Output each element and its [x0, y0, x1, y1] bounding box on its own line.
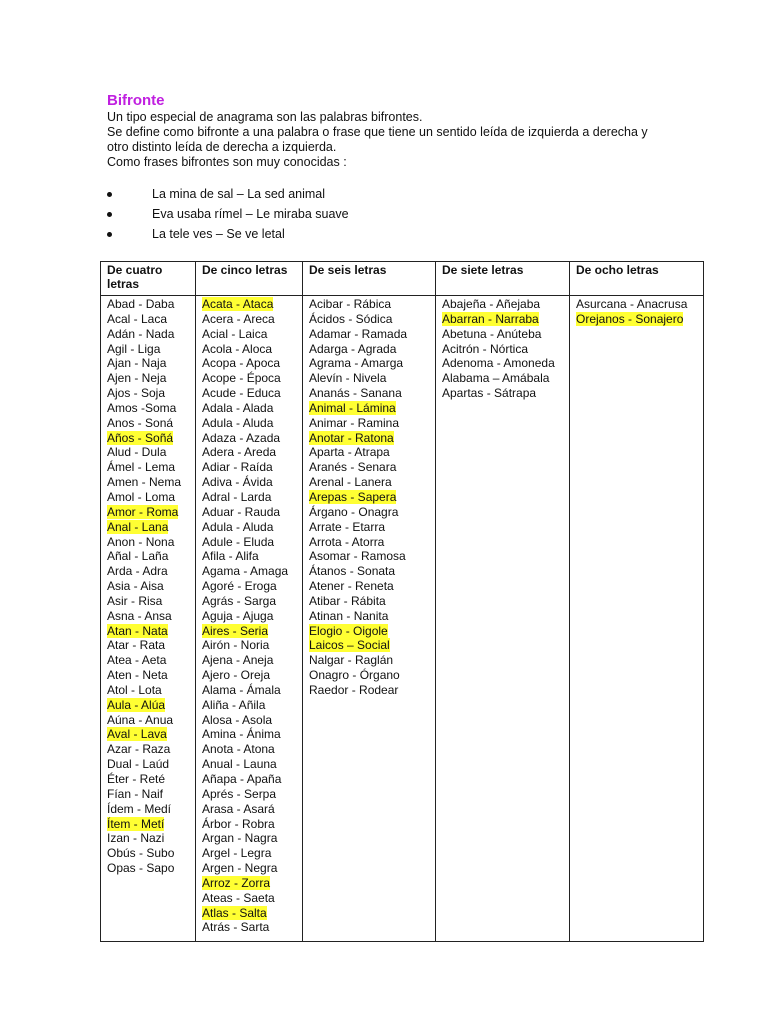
word-pair	[202, 579, 296, 594]
word-pair	[202, 772, 296, 787]
header-cinco-letras: De cinco letras	[196, 262, 303, 296]
word-pair-text: Atinan - Nanita	[309, 608, 389, 623]
word-pair	[107, 356, 189, 371]
word-pair-text: Argen - Negra	[202, 861, 278, 876]
word-pair	[202, 297, 296, 312]
word-pair-text: Asna - Ansa	[107, 608, 172, 623]
word-pair-text: Aúna - Anua	[107, 712, 174, 727]
word-pair	[202, 609, 296, 624]
word-pair	[202, 668, 296, 683]
word-pair	[309, 356, 429, 371]
word-pair	[107, 460, 189, 475]
word-pair	[442, 386, 563, 401]
word-pair	[202, 683, 296, 698]
word-pair-text: Adenoma - Amoneda	[442, 356, 555, 371]
highlighted-word-pair: Anotar - Ratona	[309, 430, 394, 445]
word-pair-text: Amos -Soma	[107, 400, 177, 415]
word-pair-text: Ajan - Naja	[107, 356, 167, 371]
word-pair-text: Alud - Dula	[107, 445, 167, 460]
word-pair-text: Acopa - Apoca	[202, 356, 281, 371]
word-pair	[309, 401, 429, 416]
word-pair-text: Animar - Ramina	[309, 415, 400, 430]
word-pair	[202, 505, 296, 520]
word-pair	[107, 698, 189, 713]
word-pair	[309, 416, 429, 431]
column-cinco-letras	[196, 296, 303, 942]
highlighted-word-pair: Acata - Ataca	[202, 297, 274, 311]
phrase-list	[107, 186, 349, 246]
word-pair	[107, 846, 189, 861]
word-pair	[309, 564, 429, 579]
word-pair-text: Agrama - Amarga	[309, 356, 404, 371]
word-pair-text: Adamar - Ramada	[309, 326, 408, 341]
word-pair	[309, 520, 429, 535]
highlighted-word-pair: Aval - Lava	[107, 727, 167, 742]
word-pair-text: Añal - Laña	[107, 549, 169, 564]
word-pair-text: Arrate - Etarra	[309, 519, 386, 534]
word-pair	[202, 371, 296, 386]
bifronte-table	[100, 261, 704, 942]
word-pair-text: Asia - Aisa	[107, 579, 164, 594]
word-pair-text: Amen - Nema	[107, 475, 182, 490]
word-pair	[107, 505, 189, 520]
word-pair	[107, 371, 189, 386]
bullet-icon	[107, 232, 112, 237]
intro-line: Como frases bifrontes son muy conocidas :	[107, 155, 347, 169]
phrase-text: La mina de sal – La sed animal	[152, 187, 326, 201]
word-pair	[107, 579, 189, 594]
word-pair	[202, 520, 296, 535]
word-pair-text: Asurcana - Anacrusa	[576, 297, 688, 311]
column-siete-letras	[436, 296, 570, 942]
word-pair-text: Arasa - Asará	[202, 801, 275, 816]
word-pair-text: Atar - Rata	[107, 638, 166, 653]
word-pair	[309, 342, 429, 357]
highlighted-word-pair: Animal - Lámina	[309, 400, 396, 415]
word-pair-text: Alevín - Nivela	[309, 371, 387, 386]
word-pair-text: Arrota - Atorra	[309, 534, 385, 549]
word-pair	[202, 906, 296, 921]
word-pair	[107, 727, 189, 742]
highlighted-word-pair: Orejanos - Sonajero	[576, 311, 684, 326]
header-seis-letras: De seis letras	[303, 262, 436, 296]
word-pair	[202, 356, 296, 371]
word-pair-text: Aliña - Añila	[202, 697, 266, 712]
word-pair-text: Argel - Legra	[202, 846, 272, 861]
word-pair	[107, 713, 189, 728]
word-pair	[107, 757, 189, 772]
word-pair	[107, 490, 189, 505]
word-pair-text: Átanos - Sonata	[309, 564, 396, 579]
word-pair	[202, 624, 296, 639]
word-pair	[202, 920, 296, 935]
word-pair-text: Añapa - Apaña	[202, 772, 282, 786]
word-pair	[107, 416, 189, 431]
word-pair	[202, 549, 296, 564]
intro-line: Un tipo especial de anagrama son las palabras bifrontes.	[107, 110, 423, 124]
word-pair	[107, 520, 189, 535]
word-pair-text: Adaza - Azada	[202, 430, 281, 445]
word-pair	[309, 668, 429, 683]
word-pair-text: Adarga - Agrada	[309, 341, 397, 356]
word-pair	[107, 787, 189, 802]
word-pair	[107, 831, 189, 846]
word-pair	[107, 475, 189, 490]
word-pair	[202, 445, 296, 460]
word-pair	[202, 342, 296, 357]
word-pair-text: Aduar - Rauda	[202, 504, 281, 519]
highlighted-word-pair: Atan - Nata	[107, 623, 168, 638]
word-pair-text: Airón - Noria	[202, 638, 270, 653]
word-pair-text: Ácidos - Sódica	[309, 311, 393, 326]
word-pair-text: Aprés - Serpa	[202, 786, 277, 801]
word-pair-text: Árbor - Robra	[202, 816, 275, 831]
word-pair-text: Ajero - Oreja	[202, 668, 271, 683]
word-pair-text: Ajen - Neja	[107, 371, 167, 386]
word-pair-text: Asomar - Ramosa	[309, 549, 406, 564]
word-pair	[107, 683, 189, 698]
word-pair-text: Ajena - Aneja	[202, 653, 274, 668]
word-pair	[309, 297, 429, 312]
word-pair-text: Abetuna - Anúteba	[442, 326, 542, 341]
word-pair-text: Nalgar - Raglán	[309, 653, 394, 668]
word-pair-text: Asir - Risa	[107, 593, 163, 608]
word-pair-text: Afila - Alifa	[202, 549, 259, 564]
word-pair-text: Ananás - Sanana	[309, 386, 402, 401]
word-pair	[202, 861, 296, 876]
word-pair	[107, 638, 189, 653]
word-pair-text: Árgano - Onagra	[309, 504, 399, 519]
word-pair	[202, 638, 296, 653]
word-pair-text: Fían - Naif	[107, 786, 164, 801]
word-pair	[202, 876, 296, 891]
word-pair-text: Ídem - Medí	[107, 801, 172, 816]
word-pair	[309, 594, 429, 609]
bullet-icon	[107, 212, 112, 217]
word-pair	[107, 817, 189, 832]
word-pair-text: Anos - Soná	[107, 415, 174, 430]
phrase-item	[107, 206, 349, 226]
word-pair	[309, 609, 429, 624]
word-pair	[202, 727, 296, 742]
word-pair-text: Adula - Aluda	[202, 415, 274, 430]
word-pair	[107, 549, 189, 564]
word-pair-text: Anual - Launa	[202, 757, 277, 772]
word-pair	[202, 787, 296, 802]
word-pair	[576, 312, 697, 327]
word-pair	[202, 698, 296, 713]
word-pair	[309, 445, 429, 460]
word-pair-text: Atibar - Rábita	[309, 593, 386, 608]
word-pair	[442, 371, 563, 386]
word-pair-text: Raedor - Rodear	[309, 682, 399, 697]
word-pair-text: Adule - Eluda	[202, 534, 275, 549]
word-pair-text: Amol - Loma	[107, 489, 176, 504]
word-pair-text: Éter - Reté	[107, 772, 166, 786]
word-pair	[309, 535, 429, 550]
word-pair	[107, 312, 189, 327]
word-pair-text: Atrás - Sarta	[202, 920, 270, 935]
highlighted-word-pair: Aires - Seria	[202, 623, 269, 638]
word-pair-text: Agrás - Sarga	[202, 593, 277, 608]
word-pair-text: Apartas - Sátrapa	[442, 386, 537, 401]
word-pair-text: Acude - Educa	[202, 386, 281, 401]
word-pair	[107, 609, 189, 624]
word-pair	[107, 386, 189, 401]
table-header-row	[101, 262, 704, 296]
word-pair	[107, 772, 189, 787]
word-pair-text: Obús - Subo	[107, 846, 175, 861]
word-pair	[309, 638, 429, 653]
word-pair	[202, 594, 296, 609]
word-pair	[309, 327, 429, 342]
word-pair-text: Alama - Ámala	[202, 682, 281, 697]
word-pair-text: Acera - Areca	[202, 311, 275, 326]
word-pair-text: Adera - Areda	[202, 445, 277, 460]
word-pair-text: Acitrón - Nórtica	[442, 341, 529, 356]
word-pair-text: Aranés - Senara	[309, 460, 397, 475]
word-pair	[107, 668, 189, 683]
highlighted-word-pair: Abarran - Narraba	[442, 311, 539, 326]
highlighted-word-pair: Atlas - Salta	[202, 905, 267, 920]
phrase-text: La tele ves – Se ve letal	[152, 227, 285, 241]
word-pair-text: Ámel - Lema	[107, 460, 176, 475]
word-pair	[202, 742, 296, 757]
word-pair	[202, 891, 296, 906]
highlighted-word-pair: Laicos – Social	[309, 638, 390, 653]
word-pair	[442, 297, 563, 312]
word-pair-text: Adiar - Raída	[202, 460, 273, 475]
word-pair-text: Argan - Nagra	[202, 831, 278, 846]
phrase-item	[107, 186, 349, 206]
word-pair	[442, 342, 563, 357]
word-pair-text: Abajeña - Añejaba	[442, 297, 541, 311]
word-pair	[107, 624, 189, 639]
word-pair-text: Atea - Aeta	[107, 653, 167, 668]
word-pair-text: Izan - Nazi	[107, 831, 165, 846]
word-pair	[309, 505, 429, 520]
intro-line: otro distinto leída de derecha a izquierda.	[107, 140, 337, 154]
word-pair	[202, 846, 296, 861]
word-pair-text: Agoré - Eroga	[202, 579, 277, 594]
word-pair-text: Anota - Atona	[202, 742, 275, 757]
word-pair	[107, 342, 189, 357]
word-pair	[309, 431, 429, 446]
highlighted-word-pair: Aula - Alúa	[107, 697, 166, 712]
word-pair	[202, 564, 296, 579]
word-pair-text: Agama - Amaga	[202, 564, 289, 579]
word-pair-text: Acola - Aloca	[202, 341, 273, 356]
header-ocho-letras: De ocho letras	[570, 262, 704, 296]
intro-line: Se define como bifronte a una palabra o frase que tiene un sentido leída de izquierda a derecha y	[107, 125, 648, 139]
document-title: Bifronte	[107, 92, 165, 109]
word-pair	[309, 549, 429, 564]
word-pair	[107, 445, 189, 460]
word-pair	[442, 356, 563, 371]
word-pair	[202, 475, 296, 490]
word-pair	[309, 475, 429, 490]
word-pair-text: Agil - Liga	[107, 341, 161, 356]
word-pair-text: Acope - Época	[202, 371, 281, 386]
word-pair-text: Alabama – Amábala	[442, 371, 550, 386]
word-pair	[202, 460, 296, 475]
word-pair	[107, 401, 189, 416]
phrase-text: Eva usaba rímel – Le miraba suave	[152, 207, 349, 221]
word-pair	[107, 564, 189, 579]
word-pair	[202, 401, 296, 416]
word-pair-text: Acal - Laca	[107, 311, 168, 326]
word-pair	[576, 297, 697, 312]
bullet-icon	[107, 192, 112, 197]
word-pair	[202, 312, 296, 327]
highlighted-word-pair: Anal - Lana	[107, 519, 169, 534]
column-seis-letras	[303, 296, 436, 942]
highlighted-word-pair: Elogio - Oigole	[309, 623, 388, 638]
word-pair	[309, 683, 429, 698]
word-pair-text: Adán - Nada	[107, 326, 175, 341]
word-pair	[202, 535, 296, 550]
word-pair	[202, 831, 296, 846]
word-pair-text: Abad - Daba	[107, 297, 175, 311]
word-pair-text: Adiva - Ávida	[202, 475, 273, 490]
word-pair-text: Atol - Lota	[107, 682, 162, 697]
word-pair-text: Azar - Raza	[107, 742, 171, 757]
word-pair-text: Amina - Ánima	[202, 727, 281, 742]
column-cuatro-letras	[101, 296, 196, 942]
word-pair	[309, 624, 429, 639]
header-siete-letras: De siete letras	[436, 262, 570, 296]
word-pair	[107, 802, 189, 817]
highlighted-word-pair: Arepas - Sapera	[309, 489, 397, 504]
word-pair-text: Adral - Larda	[202, 489, 272, 504]
header-cuatro-letras: De cuatro letras	[101, 262, 196, 296]
word-pair	[309, 312, 429, 327]
word-pair	[202, 802, 296, 817]
word-pair-text: Ateas - Saeta	[202, 890, 275, 905]
word-pair	[309, 460, 429, 475]
word-pair	[309, 490, 429, 505]
word-pair	[202, 327, 296, 342]
highlighted-word-pair: Amor - Roma	[107, 504, 179, 519]
word-pair-text: Anon - Nona	[107, 534, 175, 549]
word-pair	[107, 594, 189, 609]
word-pair	[107, 327, 189, 342]
table-row	[101, 296, 704, 942]
word-pair	[202, 416, 296, 431]
word-pair	[202, 713, 296, 728]
word-pair	[202, 757, 296, 772]
word-pair-text: Aguja - Ajuga	[202, 608, 274, 623]
word-pair	[107, 297, 189, 312]
word-pair-text: Opas - Sapo	[107, 861, 175, 876]
highlighted-word-pair: Arroz - Zorra	[202, 875, 271, 890]
word-pair-text: Aparta - Atrapa	[309, 445, 390, 460]
word-pair-text: Ajos - Soja	[107, 386, 166, 401]
word-pair	[107, 861, 189, 876]
word-pair	[107, 535, 189, 550]
word-pair-text: Adala - Alada	[202, 400, 274, 415]
word-pair	[202, 817, 296, 832]
highlighted-word-pair: Años - Soñá	[107, 430, 174, 445]
word-pair	[442, 312, 563, 327]
word-pair-text: Arda - Adra	[107, 564, 168, 579]
word-pair	[309, 579, 429, 594]
word-pair-text: Alosa - Asola	[202, 712, 273, 727]
word-pair-text: Onagro - Órgano	[309, 668, 400, 683]
word-pair	[107, 742, 189, 757]
word-pair-text: Arenal - Lanera	[309, 475, 392, 490]
word-pair-text: Atener - Reneta	[309, 579, 394, 594]
phrase-item	[107, 226, 349, 246]
word-pair-text: Dual - Laúd	[107, 757, 170, 772]
word-pair	[309, 653, 429, 668]
word-pair	[202, 490, 296, 505]
highlighted-word-pair: Ítem - Metí	[107, 816, 165, 831]
word-pair-text: Aten - Neta	[107, 668, 168, 683]
word-pair-text: Acibar - Rábica	[309, 297, 392, 311]
word-pair-text: Adula - Aluda	[202, 519, 274, 534]
word-pair	[202, 386, 296, 401]
word-pair	[442, 327, 563, 342]
word-pair	[107, 431, 189, 446]
word-pair	[202, 653, 296, 668]
word-pair	[309, 386, 429, 401]
word-pair	[107, 653, 189, 668]
word-pair	[309, 371, 429, 386]
word-pair-text: Acial - Laica	[202, 326, 268, 341]
intro-paragraph	[107, 110, 707, 170]
word-pair	[202, 431, 296, 446]
column-ocho-letras	[570, 296, 704, 942]
